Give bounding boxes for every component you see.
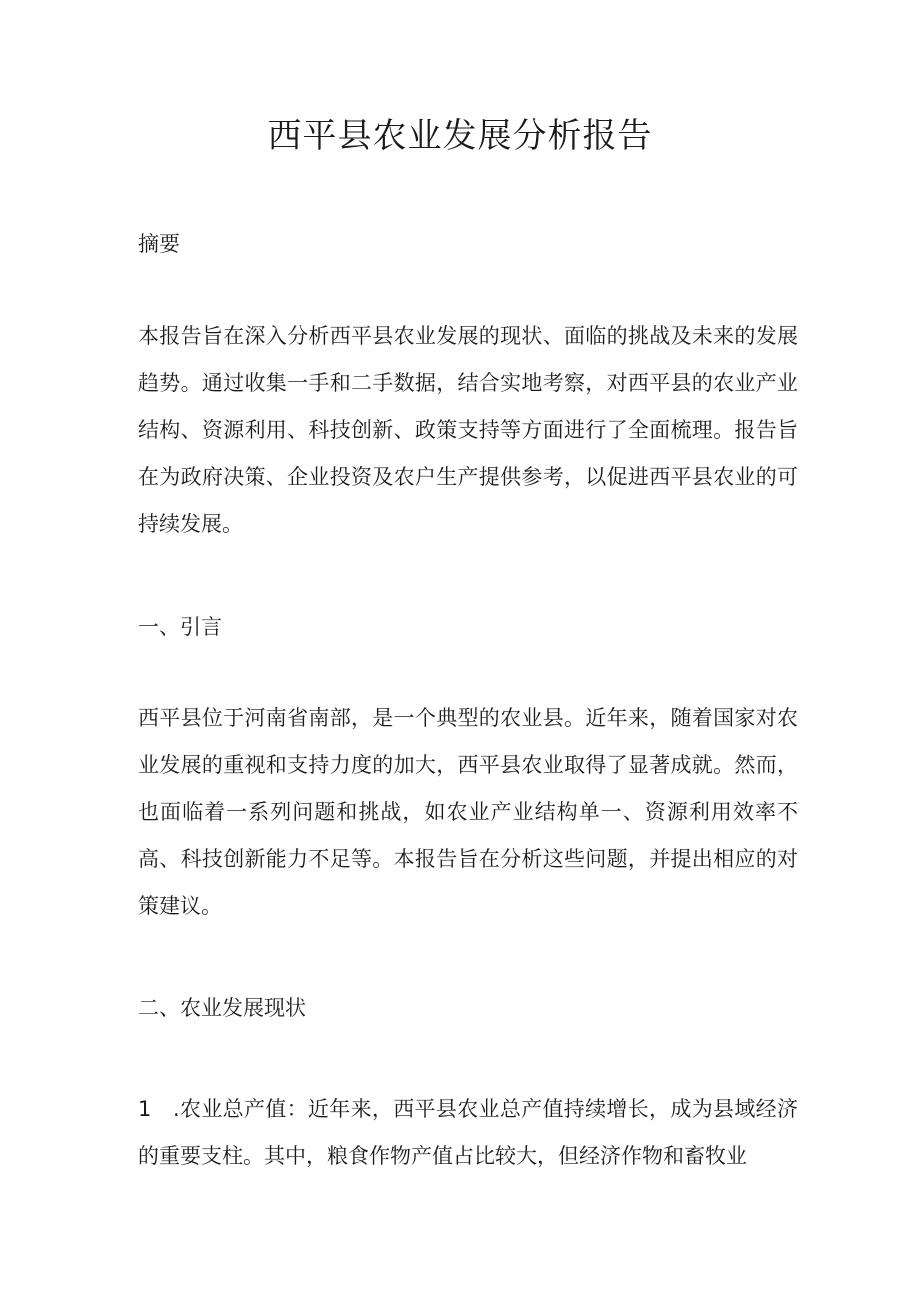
abstract-heading: 摘要 bbox=[138, 232, 180, 256]
abstract-paragraph: 本报告旨在深入分析西平县农业发展的现状、面临的挑战及未来的发展趋势。通过收集一手和二手数据，结合实地考察，对西平县的农业产业结构、资源利用、科技创新、政策支持等方面进行了全面梳理。报告旨在为政府决策、企业投资及农户生产提供参考，以促进西平县农业的可持续发展。 bbox=[138, 324, 798, 536]
document-title: 西平县农业发展分析报告 bbox=[267, 116, 653, 156]
status-item-1-paragraph: 1 .农业总产值：近年来，西平县农业总产值持续增长，成为县域经济的重要支柱。其中，粮食作物产值占比较大，但经济作物和畜牧业 bbox=[138, 1097, 798, 1168]
section-status-heading: 二、农业发展现状 bbox=[138, 996, 306, 1020]
introduction-paragraph: 西平县位于河南省南部，是一个典型的农业县。近年来，随着国家对农业发展的重视和支持力度的加大，西平县农业取得了显著成就。然而，也面临着一系列问题和挑战，如农业产业结构单一、资源利用效率不高、科技创新能力不足等。本报告旨在分析这些问题，并提出相应的对策建议。 bbox=[138, 706, 798, 918]
section-introduction-heading: 一、引言 bbox=[138, 615, 222, 639]
